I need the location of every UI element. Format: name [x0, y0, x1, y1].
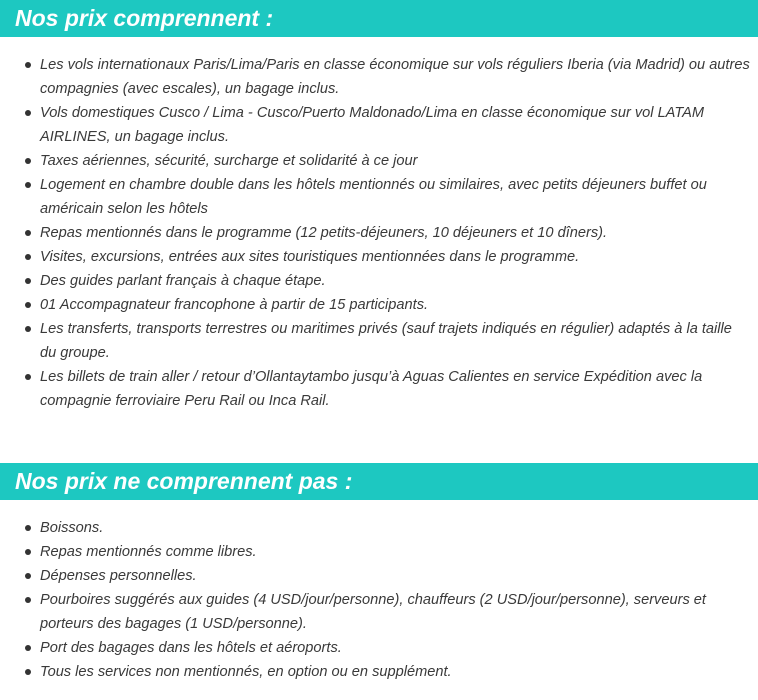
list-item-text: Dépenses personnelles. — [40, 568, 197, 584]
list-item — [0, 269, 758, 293]
list-item — [0, 53, 758, 101]
list-item — [0, 149, 758, 173]
list-item-text: Visites, excursions, entrées aux sites touristiques mentionnées dans le programme. — [40, 249, 580, 265]
excluded-section-header — [0, 463, 758, 500]
list-item — [0, 293, 758, 317]
list-item-text: Vols domestiques Cusco / Lima - Cusco/Puerto Maldonado/Lima en classe économique sur vol LATAM AIRLINES, un bagage inclus. — [40, 105, 705, 145]
list-item-text: Des guides parlant français à chaque étape. — [40, 273, 326, 289]
included-items-list — [0, 53, 758, 413]
bullet-icon — [25, 645, 31, 651]
included-section-title: Nos prix comprennent : — [15, 5, 274, 31]
included-section-header — [0, 0, 758, 37]
list-item-text: Tous les services non mentionnés, en option ou en supplément. — [40, 664, 452, 680]
list-item — [0, 516, 758, 540]
bullet-icon — [25, 230, 31, 236]
bullet-icon — [25, 254, 31, 260]
list-item — [0, 245, 758, 269]
list-item — [0, 540, 758, 564]
bullet-icon — [25, 326, 31, 332]
bullet-icon — [25, 549, 31, 555]
bullet-icon — [25, 669, 31, 675]
list-item-text: Les billets de train aller / retour d’Ollantaytambo jusqu’à Aguas Calientes en service Expédition avec la compagnie ferroviaire Peru Rail ou Inca Rail. — [40, 369, 703, 409]
list-item-text: 01 Accompagnateur francophone à partir de 15 participants. — [40, 297, 429, 313]
bullet-icon — [25, 525, 31, 531]
list-item — [0, 660, 758, 684]
bullet-icon — [25, 302, 31, 308]
list-item — [0, 588, 758, 636]
list-item — [0, 221, 758, 245]
list-item — [0, 636, 758, 660]
excluded-items-list — [0, 516, 758, 684]
list-item-text: Les vols internationaux Paris/Lima/Paris en classe économique sur vols réguliers Iberia (via Madrid) ou autres compagnies (avec escales), un bagage inclus. — [40, 57, 750, 97]
list-item — [0, 564, 758, 588]
list-item-text: Taxes aériennes, sécurité, surcharge et solidarité à ce jour — [40, 153, 418, 169]
list-item — [0, 317, 758, 365]
bullet-icon — [25, 110, 31, 116]
list-item — [0, 101, 758, 149]
list-item-text: Boissons. — [40, 520, 104, 536]
bullet-icon — [25, 597, 31, 603]
list-item-text: Les transferts, transports terrestres ou maritimes privés (sauf trajets indiqués en régulier) adaptés à la taille du groupe. — [40, 321, 732, 361]
list-item-text: Repas mentionnés dans le programme (12 petits-déjeuners, 10 déjeuners et 10 dîners). — [40, 225, 608, 241]
list-item-text: Port des bagages dans les hôtels et aéroports. — [40, 640, 342, 656]
list-item — [0, 173, 758, 221]
list-item — [0, 365, 758, 413]
bullet-icon — [25, 573, 31, 579]
excluded-section-title: Nos prix ne comprennent pas : — [15, 468, 353, 494]
list-item-text: Repas mentionnés comme libres. — [40, 544, 257, 560]
bullet-icon — [25, 374, 31, 380]
bullet-icon — [25, 278, 31, 284]
bullet-icon — [25, 182, 31, 188]
bullet-icon — [25, 158, 31, 164]
bullet-icon — [25, 62, 31, 68]
list-item-text: Pourboires suggérés aux guides (4 USD/jour/personne), chauffeurs (2 USD/jour/personne), serveurs et porteurs des bagages (1 USD/personne). — [40, 592, 706, 632]
list-item-text: Logement en chambre double dans les hôtels mentionnés ou similaires, avec petits déjeuners buffet ou américain selon les hôtels — [40, 177, 707, 217]
